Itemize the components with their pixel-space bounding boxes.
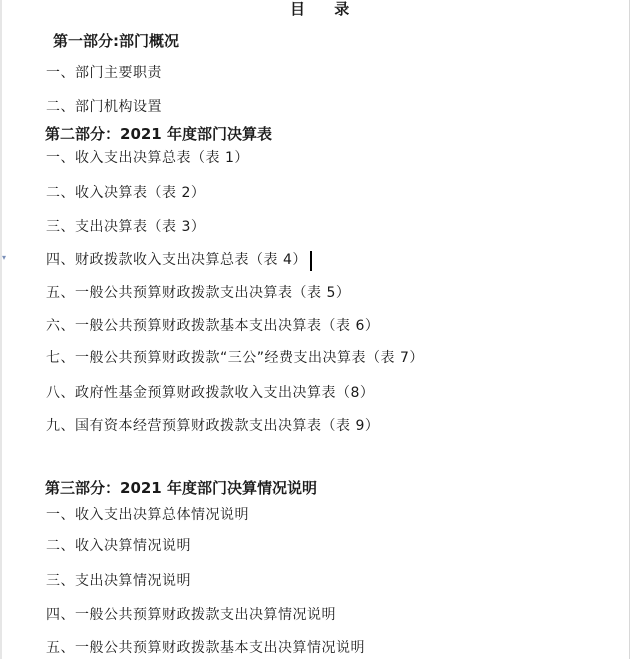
toc-item[interactable]: 二、收入决算情况说明 (46, 538, 191, 554)
part3-heading[interactable]: 第三部分：2021 年度部门决算情况说明 (45, 479, 317, 497)
text-cursor (310, 251, 312, 271)
toc-item[interactable]: 三、支出决算情况说明 (46, 573, 191, 589)
toc-item[interactable]: 四、一般公共预算财政拨款支出决算情况说明 (46, 607, 336, 623)
part1-heading[interactable]: 第一部分:部门概况 (53, 32, 179, 50)
toc-item[interactable]: 一、收入支出决算总表（表 1） (46, 150, 249, 166)
toc-item[interactable]: 五、一般公共预算财政拨款基本支出决算情况说明 (46, 640, 365, 656)
toc-item[interactable]: 七、一般公共预算财政拨款“三公”经费支出决算表（表 7） (46, 350, 424, 366)
toc-item[interactable]: 四、财政拨款收入支出决算总表（表 4） (46, 252, 307, 268)
toc-item[interactable]: 八、政府性基金预算财政拨款收入支出决算表（8） (46, 385, 375, 401)
toc-title: 目 录 (290, 0, 362, 18)
toc-item[interactable]: 三、支出决算表（表 3） (46, 219, 206, 235)
toc-item[interactable]: 五、一般公共预算财政拨款支出决算表（表 5） (46, 285, 351, 301)
left-margin-bar (0, 0, 2, 659)
toc-item[interactable]: 一、收入支出决算总体情况说明 (46, 507, 249, 523)
toc-item[interactable]: 六、一般公共预算财政拨款基本支出决算表（表 6） (46, 318, 380, 334)
paragraph-marker-icon: ▾ (2, 253, 7, 262)
toc-item[interactable]: 二、部门机构设置 (46, 99, 162, 115)
toc-item[interactable]: 九、国有资本经营预算财政拨款支出决算表（表 9） (46, 418, 380, 434)
toc-item[interactable]: 一、部门主要职责 (46, 65, 162, 81)
toc-item[interactable]: 二、收入决算表（表 2） (46, 185, 206, 201)
part2-heading[interactable]: 第二部分：2021 年度部门决算表 (45, 125, 272, 143)
right-margin-line (629, 0, 630, 659)
